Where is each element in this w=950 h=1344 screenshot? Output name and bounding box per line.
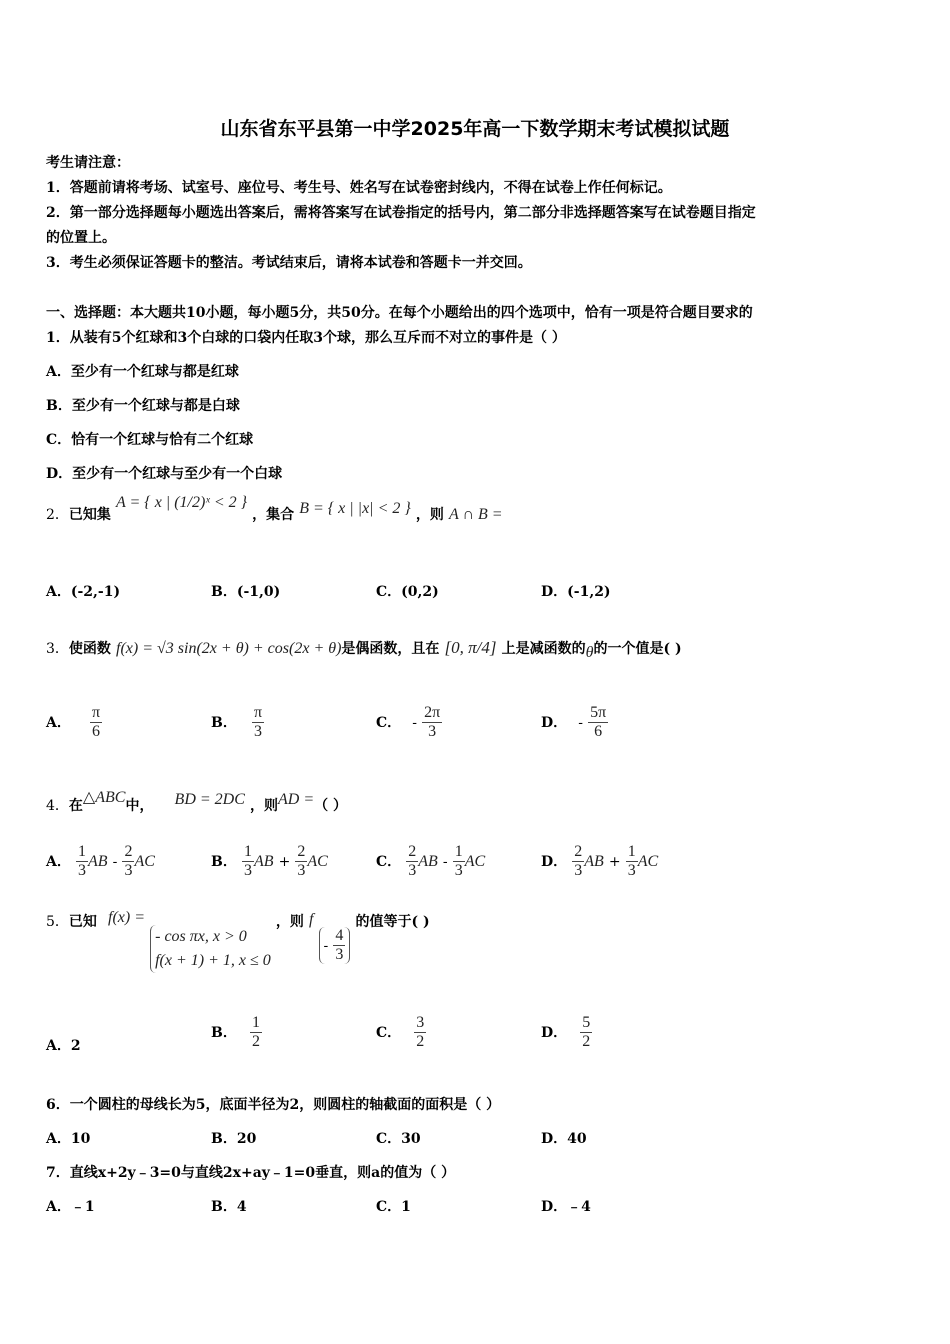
q3-theta: θ (585, 644, 594, 661)
fraction-numerator: 5π (590, 704, 607, 721)
operator: - (442, 854, 448, 870)
vector: AB (418, 853, 438, 870)
fraction-numerator: 1 (77, 843, 86, 860)
q1-option-d[interactable]: D．至少有一个红球与至少有一个白球 (46, 466, 283, 482)
option-label: C． (376, 715, 402, 731)
page-title: 山东省东平县第一中学2025年高一下数学期末考试模拟试题 (220, 118, 730, 140)
q1-option-a[interactable]: A．至少有一个红球与都是红球 (46, 364, 239, 380)
fraction-denominator: 2 (251, 1033, 260, 1050)
q7-option-b[interactable]: B．4 (211, 1199, 247, 1215)
fraction-denominator: 3 (243, 862, 252, 879)
q6-stem: 6．一个圆柱的母线长为5，底面半径为2，则圆柱的轴截面的面积是（ ） (46, 1097, 501, 1113)
q5-function: f(x) = (108, 909, 146, 926)
option-value: 2 (70, 1038, 81, 1054)
q5-number: 5． (46, 914, 69, 930)
notice-heading: 考生请注意： (46, 155, 130, 171)
q2-option-c[interactable]: C．(0,2) (376, 584, 439, 600)
q3-option-b[interactable] (211, 704, 264, 741)
q2-number: 2． (46, 507, 69, 523)
vector: AC (637, 853, 659, 870)
option-label: D． (541, 715, 568, 731)
q2-text-3: ，则 (415, 507, 444, 523)
operator: + (608, 854, 621, 870)
fraction-numerator: 2 (574, 843, 583, 860)
q3-function: f(x) = √3 sin(2x + θ) + cos(2x + θ) (116, 640, 342, 657)
notice-item: 1．答题前请将考场、试室号、座位号、考生号、姓名写在试卷密封线内，不得在试卷上作任何标记。 (46, 180, 672, 196)
q3-option-d[interactable] (541, 704, 608, 741)
q6-option-c[interactable]: C．30 (376, 1131, 421, 1147)
fraction-denominator: 3 (297, 862, 306, 879)
option-label: D． (541, 854, 568, 870)
fraction-denominator: 3 (124, 862, 133, 879)
fraction-denominator: 3 (627, 862, 636, 879)
fraction-denominator: 3 (253, 723, 262, 740)
vector: AB (253, 853, 274, 870)
q5-case-1: - cos πx, x > 0 (155, 928, 247, 945)
fraction-denominator: 6 (92, 723, 100, 740)
q5-option-b[interactable] (211, 1014, 262, 1051)
q3-text-2: 是偶函数，且在 (341, 641, 440, 657)
operator: - (112, 854, 118, 870)
q2-text-1: 已知集 (68, 507, 111, 523)
q4-text-2: 中， (125, 798, 154, 814)
option-label: A． (46, 1038, 71, 1054)
fraction-numerator: 2π (424, 704, 441, 721)
vector: AB (584, 853, 604, 870)
q7-option-c[interactable]: C．1 (376, 1199, 411, 1215)
q3-text-4: 的一个值是( ) (593, 641, 682, 657)
option-sign: - (412, 715, 417, 731)
notice-item: 2．第一部分选择题每小题选出答案后，需将答案写在试卷指定的括号内，第二部分非选择题答案写在试卷题目指定 (46, 205, 756, 221)
option-label: C． (376, 854, 402, 870)
option-label: B． (211, 854, 237, 870)
q4-triangle: △ABC (82, 789, 126, 806)
q5-text-1: 已知 (68, 914, 97, 930)
fraction-numerator: 1 (243, 843, 252, 860)
q5-stem (46, 909, 430, 973)
q2-option-b[interactable]: B．(-1,0) (211, 584, 281, 600)
operator: + (278, 854, 291, 870)
option-label: B． (211, 715, 237, 731)
q3-option-c[interactable] (376, 704, 442, 741)
q2-option-a[interactable]: A．(-2,-1) (46, 584, 121, 600)
option-label: B． (211, 1025, 237, 1041)
q4-condition: BD = 2DC (174, 791, 245, 808)
q7-option-a[interactable]: A．﹣1 (46, 1199, 95, 1215)
q6-option-a[interactable]: A．10 (46, 1131, 91, 1147)
q2-option-d[interactable]: D．(-1,2) (541, 584, 611, 600)
q2-set-a: A = { x | (1/2)ˣ < 2 } (116, 494, 248, 511)
option-label: D． (541, 1025, 568, 1041)
fraction-numerator: 2 (408, 843, 417, 860)
q2-text-2: ，集合 (252, 507, 295, 523)
q4-text-3: ，则 (250, 798, 278, 814)
q5-case-2: f(x + 1) + 1, x ≤ 0 (155, 952, 271, 969)
fraction-numerator: π (91, 704, 101, 721)
fraction-denominator: 2 (416, 1033, 425, 1050)
option-label: A． (46, 854, 71, 870)
fraction-numerator: 3 (416, 1014, 425, 1031)
q4-option-c[interactable] (376, 843, 485, 880)
q5-f: f (308, 911, 314, 928)
q2-set-b: B = { x | |x| < 2 } (299, 500, 411, 517)
q4-ad: AD = (278, 791, 315, 808)
fraction-denominator: 3 (408, 862, 417, 879)
q6-option-d[interactable]: D．40 (541, 1131, 587, 1147)
vector: AC (134, 853, 155, 870)
fraction-numerator: 5 (582, 1014, 591, 1031)
option-label: C． (376, 1025, 402, 1041)
q4-option-a[interactable] (46, 843, 155, 880)
notice-item: 的位置上。 (46, 230, 116, 246)
fraction-numerator: 4 (335, 927, 344, 944)
fraction-numerator: 1 (454, 843, 463, 860)
q1-stem: 1．从装有5个红球和3个白球的口袋内任取3个球，那么互斥而不对立的事件是（ ） (46, 330, 566, 346)
fraction-denominator: 3 (77, 862, 86, 879)
q3-option-a[interactable] (46, 704, 102, 741)
q5-text-2: ，则 (275, 914, 304, 930)
fraction-denominator: 3 (428, 723, 437, 740)
q4-text-1: 在 (68, 798, 83, 814)
fraction-denominator: 6 (594, 723, 603, 740)
q6-option-b[interactable]: B．20 (211, 1131, 257, 1147)
q5-sign: - (323, 938, 329, 954)
q4-text-4: （ ） (314, 798, 347, 814)
q4-option-d[interactable] (541, 843, 658, 880)
q3-stem (46, 638, 682, 661)
fraction-numerator: 2 (297, 843, 306, 860)
fraction-numerator: 2 (124, 843, 133, 860)
q7-option-d[interactable]: D．﹣4 (541, 1199, 591, 1215)
q5-option-d[interactable] (541, 1014, 592, 1051)
q5-text-3: 的值等于( ) (355, 914, 430, 930)
q2-stem (46, 494, 503, 524)
notice-item: 3．考生必须保证答题卡的整洁。考试结束后，请将本试卷和答题卡一并交回。 (46, 255, 532, 271)
vector: AC (307, 853, 328, 870)
q7-stem: 7．直线x+2y﹣3=0与直线2x+ay﹣1=0垂直，则a的值为（ ） (46, 1165, 456, 1181)
fraction-denominator: 2 (582, 1033, 591, 1050)
q5-option-c[interactable] (376, 1014, 426, 1051)
q5-option-a[interactable] (46, 1035, 81, 1055)
option-label: A． (46, 715, 71, 731)
q4-option-b[interactable] (211, 843, 328, 880)
option-sign: - (578, 715, 583, 731)
fraction-numerator: 1 (251, 1014, 260, 1031)
fraction-denominator: 3 (454, 862, 463, 879)
q3-text-1: 使函数 (68, 641, 111, 657)
q3-number: 3． (46, 641, 69, 657)
q3-interval: [0, π/4] (444, 638, 497, 657)
q1-option-b[interactable]: B．至少有一个红球与都是白球 (46, 398, 240, 414)
q4-stem (46, 789, 347, 815)
vector: AB (87, 853, 108, 870)
fraction-numerator: 1 (627, 843, 636, 860)
fraction-denominator: 3 (335, 946, 344, 963)
fraction-numerator: π (253, 704, 263, 721)
section-heading: 一、选择题：本大题共10小题，每小题5分，共50分。在每个小题给出的四个选项中，恰有一项是符合题目要求的 (46, 305, 753, 321)
q1-option-c[interactable]: C．恰有一个红球与恰有二个红球 (46, 432, 254, 448)
fraction-denominator: 3 (574, 862, 583, 879)
q4-number: 4． (46, 798, 69, 814)
q3-text-3: 上是减函数的 (501, 641, 586, 657)
q2-expression: A ∩ B = (448, 506, 503, 523)
vector: AC (464, 853, 486, 870)
